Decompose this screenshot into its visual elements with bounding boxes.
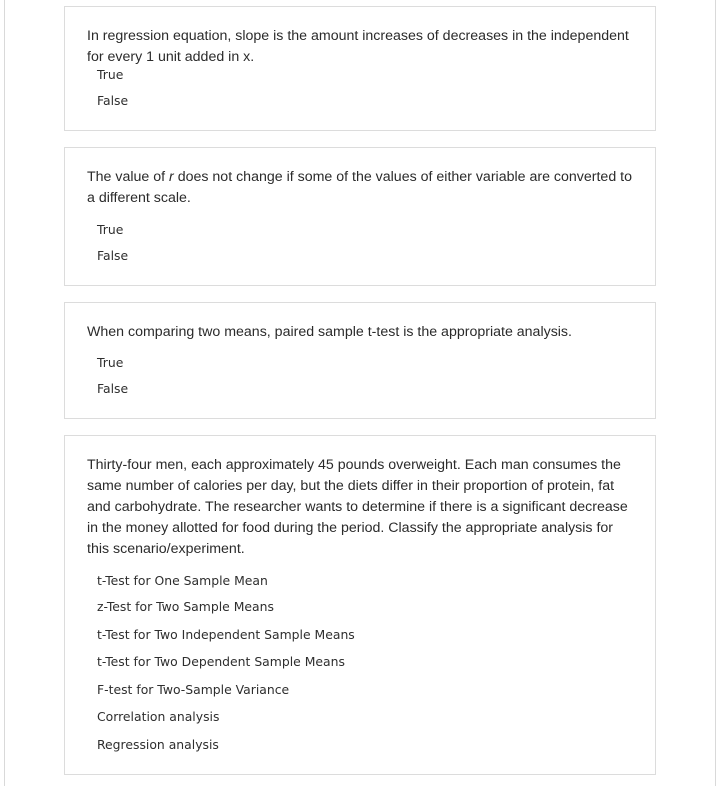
question-2-option-false[interactable]: False: [97, 248, 129, 263]
question-2-variable: r: [169, 169, 174, 185]
question-2-text-rest: does not change if some of the values of either variable are converted to a different scale.: [87, 169, 632, 206]
question-3-option-false[interactable]: False: [97, 381, 129, 396]
question-4-option-3[interactable]: t-Test for Two Independent Sample Means: [97, 627, 355, 642]
question-3-option-true[interactable]: True: [97, 355, 124, 370]
question-card-1: [64, 6, 656, 131]
question-4-option-2[interactable]: z-Test for Two Sample Means: [97, 599, 274, 614]
question-4-text: Thirty-four men, each approximately 45 pounds overweight. Each man consumes the same number of calories per day, but the diets differ in their proportion of protein, fat and carbohydrate. The researcher wants to determine if there is a significant decrease in the money allotted for food during the period. Classify the appropriate analysis for this scenario/experiment.: [87, 457, 628, 557]
question-3-text: When comparing two means, paired sample t-test is the appropriate analysis.: [87, 324, 572, 340]
question-4-option-6[interactable]: Correlation analysis: [97, 709, 220, 724]
question-2-text: [87, 167, 633, 209]
question-1-option-false[interactable]: False: [97, 93, 129, 108]
question-card-4: [64, 435, 656, 775]
question-1-text: In regression equation, slope is the amount increases of decreases in the independent for every 1 unit added in x.: [87, 28, 629, 65]
question-4-option-7[interactable]: Regression analysis: [97, 737, 219, 752]
question-4-option-1[interactable]: t-Test for One Sample Mean: [97, 573, 268, 588]
question-card-2: [64, 147, 656, 286]
question-4-option-5[interactable]: F-test for Two-Sample Variance: [97, 682, 290, 697]
question-card-3: [64, 302, 656, 419]
question-2-text-prefix: The value of: [87, 169, 170, 185]
question-1-option-true[interactable]: True: [97, 67, 124, 82]
question-4-option-4[interactable]: t-Test for Two Dependent Sample Means: [97, 654, 345, 669]
question-2-option-true[interactable]: True: [97, 222, 124, 237]
